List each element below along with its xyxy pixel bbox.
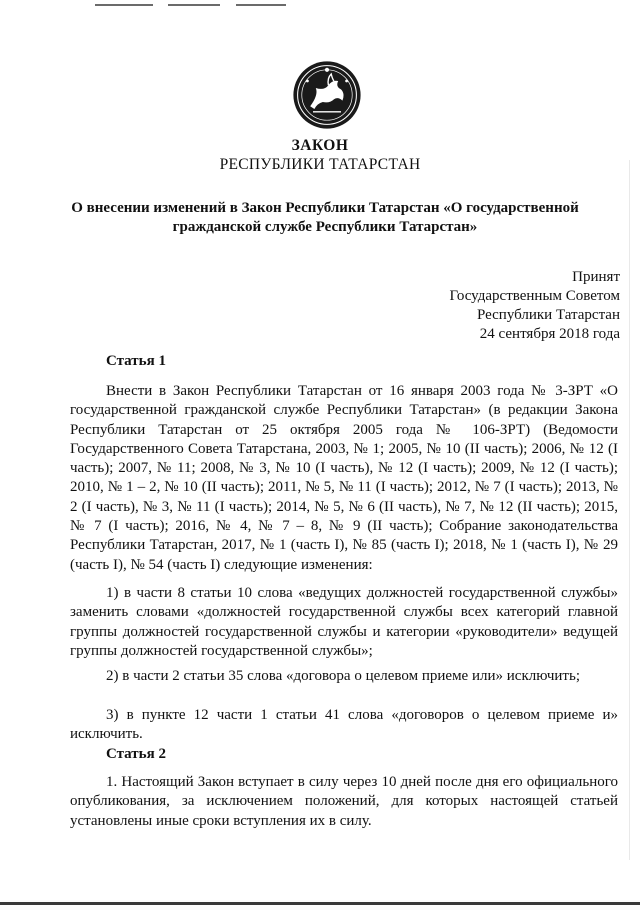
law-heading: О внесении изменений в Закон Республики Татарстан «О государственной гражданской службе Республики Татарстан»: [71, 200, 579, 235]
scan-edge-shadow: [629, 160, 630, 860]
accepted-body: Государственным Советом: [449, 288, 620, 304]
article-1-item-3: 3) в пункте 12 части 1 статьи 41 слова «договоров о целевом приеме и» исключить.: [70, 707, 618, 743]
article-1-intro: Внести в Закон Республики Татарстан от 16 января 2003 года № 3-ЗРТ «О государственной гражданской службе Республики Татарстан» (в редакции Закона Республики Татарстан от 25 октября 2005 года № 106-ЗРТ) (Ведомости Государственного Совета Татарстана, 2003, № 1; 2005, № 10 (II часть); 2006, № 12 (I часть); 2007, № 11; 2008, № 3, № 10 (I часть), № 12 (I часть); 2009, № 12 (I часть); 2010, № 1 – 2, № 10 (II часть); 2011, № 5, № 11 (I часть); 2012, № 7 (I часть); 2013, № 2 (I часть), № 3, № 11 (I часть); 2014, № 5, № 6 (II часть), № 7, № 12 (II часть); 2015, № 7 (I часть); 2016, № 4, № 7 – 8, № 9 (II часть); Собрание законодательства Республики Татарстан, 2017, № 1 (часть I), № 85 (часть I); 2018, № 1 (часть I), № 29 (часть I), № 54 (часть I) следующие изменения:: [70, 383, 618, 573]
article-2-heading: Статья 2: [106, 746, 166, 762]
article-1-heading: Статья 1: [106, 353, 166, 369]
law-title: ЗАКОН: [291, 137, 349, 154]
accepted-republic: Республики Татарстан: [476, 307, 620, 323]
accepted-date: 24 сентября 2018 года: [479, 326, 620, 342]
law-republic: РЕСПУБЛИКИ ТАТАРСТАН: [219, 156, 421, 173]
accepted-label: Принят: [572, 269, 620, 285]
article-2-item-1: 1. Настоящий Закон вступает в силу через 10 дней после дня его официального опубликования, за исключением положений, для которых настоящей статьей установлены иные сроки вступления их в силу.: [70, 774, 618, 829]
acceptance-block: [360, 268, 620, 344]
scan-top-marks: [0, 0, 640, 12]
article-1-item-2: 2) в части 2 статьи 35 слова «договора о целевом приеме или» исключить;: [106, 668, 580, 684]
article-1-item-1: 1) в части 8 статьи 10 слова «ведущих должностей государственной службы» заменить словами «должностей государственной службы всех категорий главной группы должностей государственной службы и категории «руководители» ведущей группы должностей государственной службы»;: [70, 585, 618, 659]
tatarstan-emblem-icon: [292, 60, 362, 130]
